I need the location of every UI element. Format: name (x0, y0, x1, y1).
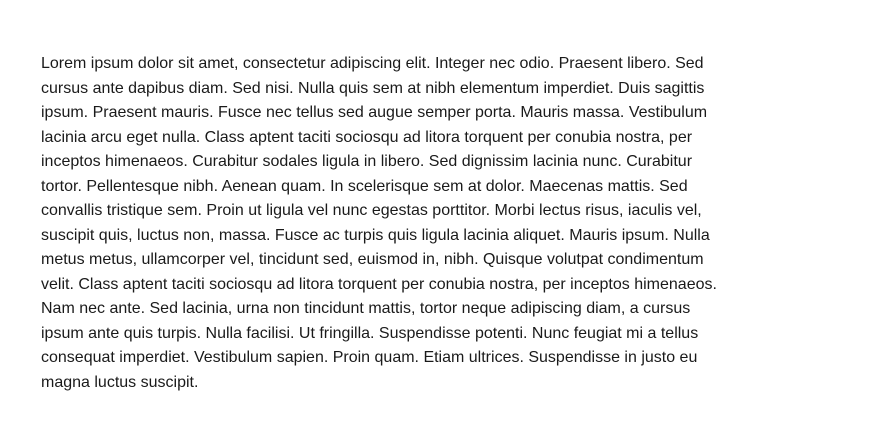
paragraph-line: ipsum ante quis turpis. Nulla facilisi. Ut fringilla. Suspendisse potenti. Nunc feugiat mi a tellus (41, 324, 699, 342)
paragraph-line: Lorem ipsum dolor sit amet, consectetur adipiscing elit. Integer nec odio. Praesent libero. Sed (41, 55, 704, 72)
paragraph-line: suscipit quis, luctus non, massa. Fusce ac turpis quis ligula lacinia aliquet. Mauris ipsum. Nulla (41, 226, 710, 244)
paragraph-line: lacinia arcu eget nulla. Class aptent taciti sociosqu ad litora torquent per conubia nostra, per (41, 128, 693, 146)
paragraph-line: magna luctus suscipit. (41, 373, 199, 391)
paragraph-line: cursus ante dapibus diam. Sed nisi. Nulla quis sem at nibh elementum imperdiet. Duis sagittis (41, 79, 705, 97)
paragraph-line: velit. Class aptent taciti sociosqu ad litora torquent per conubia nostra, per inceptos himenaeos. (41, 275, 717, 293)
paragraph-line: Nam nec ante. Sed lacinia, urna non tincidunt mattis, tortor neque adipiscing diam, a cursus (41, 300, 691, 317)
paragraph-line: consequat imperdiet. Vestibulum sapien. Proin quam. Etiam ultrices. Suspendisse in justo eu (41, 349, 698, 366)
body-paragraph (41, 52, 841, 395)
paragraph-line: tortor. Pellentesque nibh. Aenean quam. In scelerisque sem at dolor. Maecenas mattis. Sed (41, 177, 688, 195)
paragraph-line: convallis tristique sem. Proin ut ligula vel nunc egestas porttitor. Morbi lectus risus, iaculis vel, (41, 202, 702, 219)
paragraph-line: ipsum. Praesent mauris. Fusce nec tellus sed augue semper porta. Mauris massa. Vestibulum (41, 104, 708, 121)
paragraph-line: inceptos himenaeos. Curabitur sodales ligula in libero. Sed dignissim lacinia nunc. Curabitur (41, 153, 693, 170)
paragraph-line: metus metus, ullamcorper vel, tincidunt sed, euismod in, nibh. Quisque volutpat condimentum (41, 251, 704, 268)
